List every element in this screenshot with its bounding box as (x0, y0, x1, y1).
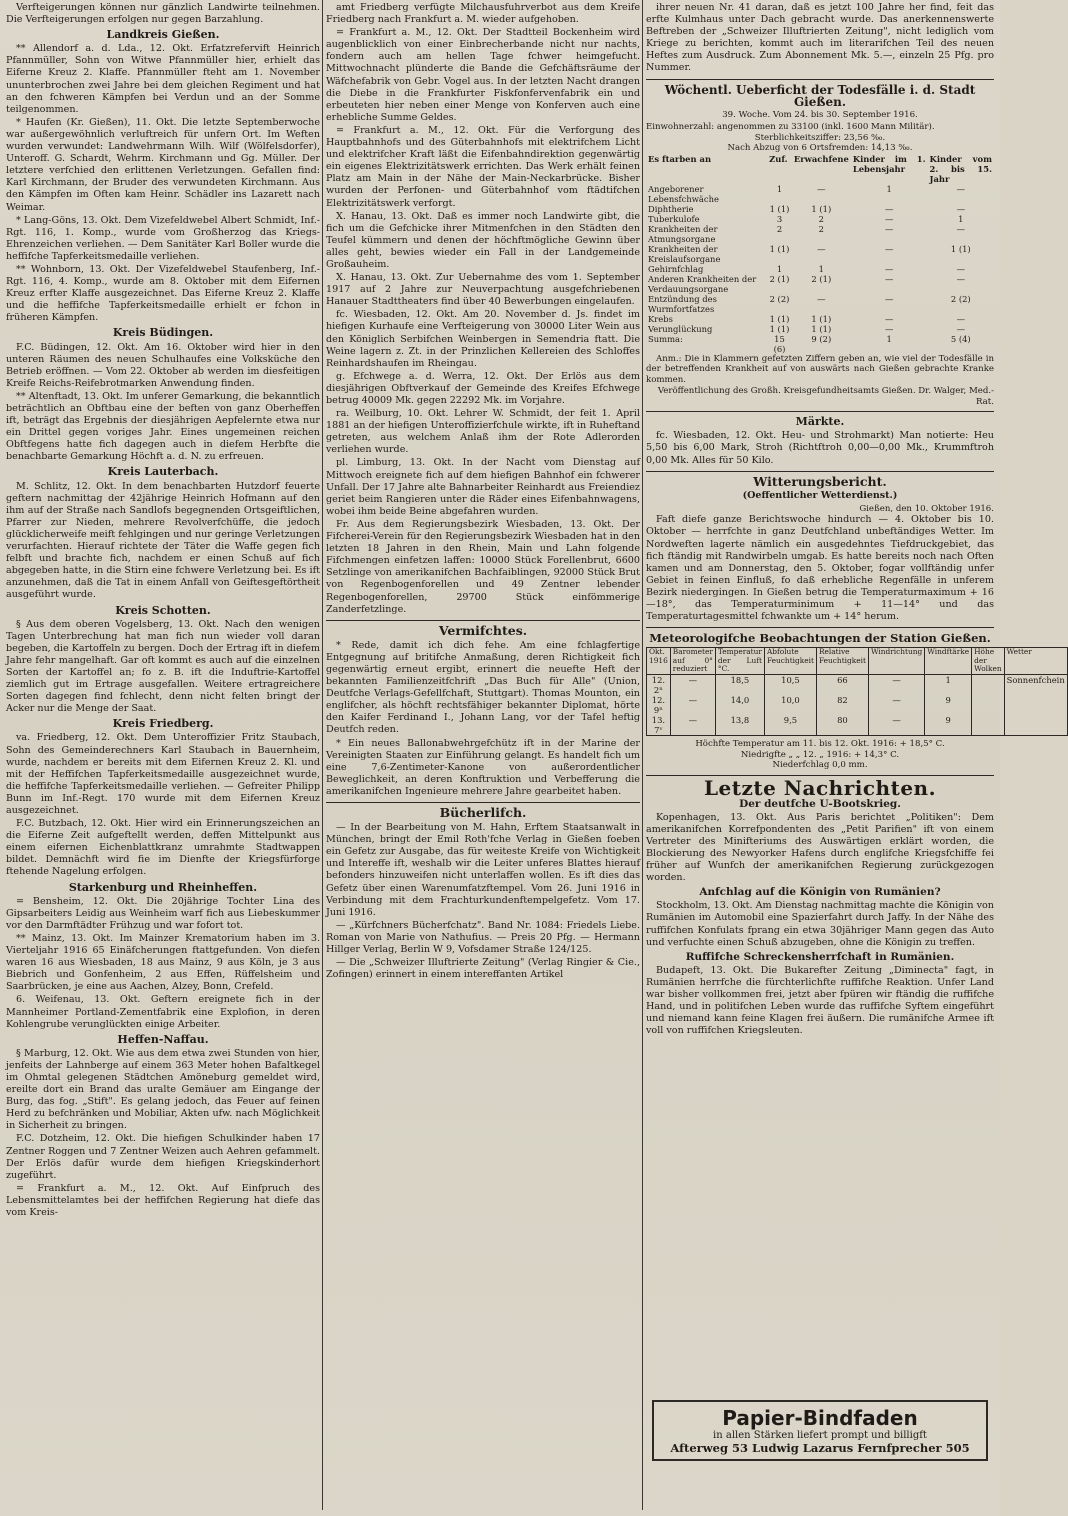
article-paragraph: ** Allendorf a. d. Lda., 12. Okt. Erfatzrefervift Heinrich Pfannmüller, Sohn von Witwe Pfannmüller hier, erhielt das Eiferne Kreuz 2. Klaffe. Pfannmüller fteht am 1. November ununterbrochen zwei Jahre bei dem gleichen Regiment und hat an den fchweren Kämpfen bei Verdun und an der Somme teilgenommen. (6, 43, 320, 115)
table-cell: — (956, 203, 965, 214)
table-cell: — (956, 183, 965, 194)
mortality-population: Einwohnerzahl: angenommen zu 33100 (inkl. 1600 Mann Militär). (646, 122, 935, 133)
table-cell: 9 (925, 715, 972, 736)
ad-tagline: in allen Stärken liefert prompt und billigft (713, 1430, 927, 1441)
table-cell: — (956, 263, 965, 274)
latest-news-heading: Letzte Nachrichten. (703, 775, 937, 800)
article-paragraph: — „Kürfchners Bücherfchatz". Band Nr. 1084: Friedels Liebe. Roman von Marie von Nathufius. — Preis 20 Pfg. — Hermann Hillger Verlag, Berlin W 9, Vofsdamer Straße 124/125. (326, 919, 640, 956)
article-paragraph: X. Hanau, 13. Okt. Zur Uebernahme des vom 1. September 1917 auf 2 Jahre zur Neuverpachtung ausgefchriebenen Hanauer Stadttheaters find über 40 Bewerbungen eingelaufen. (326, 272, 640, 308)
column-rule (642, 0, 643, 1510)
table-cell: — (670, 695, 715, 715)
table-row (647, 715, 1068, 736)
divider (646, 471, 994, 472)
table-cell: 1 (1) (769, 313, 790, 324)
mortality-week: 39. Woche. Vom 24. bis 30. September 1916. (722, 109, 918, 120)
table-cell (972, 695, 1005, 715)
column-1 (6, 2, 320, 1508)
divider (646, 79, 994, 80)
article-paragraph: ihrer neuen Nr. 41 daran, daß es jetzt 100 Jahre her find, feit das erfte Kulmhaus unter Dach gebracht wurde. Das anerkennenswerte Beftreben der „Schweizer Illuftrierten Zeitung", nicht lediglich vom Kriege zu berichten, kommt auch im literarifchen Teil des neuen Heftes zum Ausdruck. Zum Abonnement Mk. 5.—, einzeln 25 Pfg. pro Nummer. (646, 2, 994, 74)
table-cell: 1 (1) (811, 203, 832, 214)
divider (646, 627, 994, 628)
ad-title: Papier-Bindfaden (722, 1406, 918, 1430)
article-paragraph: * Ein neues Ballonabwehrgefchütz ift in der Marine der Vereinigten Staaten zur Einführung gelangt. Es handelt fich um eine 7,6-Zentimeter-Kanone von außerordentlicher Beweglichkeit, an deren Konftruktion und Verbefferung die amerikanifchen Ingenieure mehrere Jahre gearbeitet haben. (326, 737, 640, 797)
table-cell: — (670, 675, 715, 696)
article-paragraph: 6. Weifenau, 13. Okt. Geftern ereignete fich in der Mannheimer Portland-Zementfabrik eine Explofion, in deren Kohlengrube verunglückten einige Arbeiter. (6, 994, 320, 1030)
table-cell: 82 (816, 695, 868, 715)
table-cell: 66 (816, 675, 868, 696)
section-heading: Kreis Friedberg. (112, 717, 214, 731)
mortality-signature: Veröffentlichung des Großh. Kreisgefundheitsamts Gießen. Dr. Walger, Med.-Rat. (657, 386, 994, 407)
table-cell: 10,5 (764, 675, 816, 696)
table-cell: 18,5 (715, 675, 764, 696)
table-row (647, 695, 1068, 715)
article-paragraph: fc. Wiesbaden, 12. Okt. Am 20. November d. Js. findet im hiefigen Kurhaufe eine Verfteigerung von 30000 Liter Wein aus den Königlich Serbifchen Weinbergen in Semendria ftatt. Die Weine lagern z. Zt. in der Prinzlichen Kellereien des Schloffes Reinhardshaufen im Rheingau. (326, 309, 640, 369)
table-row (646, 184, 994, 204)
article-paragraph: — In der Bearbeitung von M. Hahn, Erftem Staatsanwalt in München, bringt der Emil Roth'fche Verlag in Gießen foeben ein Gefetz zur Ausgabe, das für weiteste Kreife von Wichtigkeit und Intereffe ift, weshalb wir die Leiter unferes Blattes hierauf befonders hinzuweifen nicht unterlaffen wollen. Es ift dies das Gefetz über einen Warenumfatzftempel. Vom 26. Juni 1916 in Verbindung mit dem Frachturkundenftempelgefetz. Vom 17. Juni 1916. (326, 822, 640, 918)
article-paragraph: — Die „Schweizer Illuftrierte Zeitung" (Verlag Ringier & Cie., Zofingen) erinnert in einem intereffanten Artikel (326, 957, 640, 981)
table-header: Wetter (1004, 648, 1067, 675)
table-cell: 1 (1) (769, 243, 790, 254)
table-cell: — (885, 243, 894, 254)
table-cell: — (868, 715, 924, 736)
table-cell: 1 (776, 183, 783, 194)
table-cell: 9,5 (764, 715, 816, 736)
table-cell: 1 (1) (769, 203, 790, 214)
table-cell: 1 (886, 183, 892, 194)
column-2 (326, 2, 640, 1508)
divider (326, 620, 640, 621)
market-heading: Märkte. (795, 415, 845, 429)
news-paragraph: Stockholm, 13. Okt. Am Dienstag nachmittag machte die Königin von Rumänien im Automobil eine Spazierfahrt durch Jaffy. In der Nähe des ruffifchen Konfulats fprang ein etwa 30jähriger Mann gegen das Auto und verfuchte einen Schuß abzugeben, ohne die Königin zu treffen. (646, 900, 994, 948)
article-paragraph: ** Mainz, 13. Okt. Im Mainzer Krematorium haben im 3. Vierteljahr 1916 65 Einäfcherungen ftattgefunden. Von diefen waren 16 aus Wiesbaden, 18 aus Mainz, 9 aus Köln, je 3 aus Biebrich und Gonfenheim, 2 aus Effen, Rüffelsheim und Saarbrücken, je eine aus Aachen, Alzey, Bonn, Crefeld. (6, 932, 320, 993)
meteo-min: Niedrigfte „ „ 12. „ 1916: + 14,3° C. (740, 749, 900, 760)
table-row (646, 224, 994, 244)
table-cell: 2 (2) (950, 293, 971, 304)
table-cell: 1 (1) (769, 323, 790, 334)
article-paragraph: § Aus dem oberen Vogelsberg, 13. Okt. Nach den wenigen Tagen Unterbrechung hat man fich nun wieder voll daran begeben, die Kartoffeln zu bergen. Doch der Ertrag ift in diefem Jahre fehr mangelhaft. Gar oft kommt es auch auf die einzelnen Sorten der Kartoffel an; fo z. B. ift die Induftrie-Kartoffel ziemlich gut im Ertrage ausgefallen. Weitere ertragreichere Sorten dagegen find fchlecht, denn nicht felten bringt der Acker nur die Menge der Saat. (6, 618, 320, 715)
article-paragraph: = Bensheim, 12. Okt. Die 20jährige Tochter Lina des Gipsarbeiters Leidig aus Weinheim warf fich aus Liebeskummer vor den Darmftädter Frühzug und war fofort tot. (6, 895, 320, 931)
table-cell: 1 (958, 213, 964, 224)
article-paragraph: pl. Limburg, 13. Okt. In der Nacht vom Dienstag auf Mittwoch ereignete fich auf dem hiefigen Bahnhof ein fchwerer Unfall. Der 17 Jahre alte Bahnarbeiter Reinhardt aus Freiendiez geriet beim Rangieren unter die Räder eines Eifenbahnwagens, wobei ihm beide Beine abgefahren wurden. (326, 457, 640, 517)
column-3 (646, 2, 1065, 1508)
article-paragraph: M. Schlitz, 12. Okt. In dem benachbarten Hutzdorf feuerte geftern nachmittag der 42jährige Heinrich Hofmann auf den ihm auf der Straße nach Sandlofs begegnenden Ortsgeiftlichen, Pfarrer zur Nieden, mehrere Revolverfchüffe, die jedoch glücklicherweife meift fehlgingen und nur geringe Verletzungen verurfachten. Hierauf richtete der Täter die Waffe gegen fich felbft und brachte fich, nachdem er einen Schuß auf fich abgegeben hatte, in die Stirn eine fchwere Verletzung bei. Es ift anzunehmen, daß die Tat in einem Anfall von Geiftesgeftörtheit ausgeführt wurde. (6, 480, 320, 601)
section-heading: Starkenburg und Rheinheffen. (68, 880, 258, 894)
weather-subheading: (Oeffentlicher Wetterdienst.) (742, 489, 898, 501)
table-cell: — (885, 273, 894, 284)
table-header: Temperatur der Luft °C. (715, 648, 764, 675)
article-paragraph: = Frankfurt a. M., 12. Okt. Für die Verforgung des Hauptbahnhofs und des Güterbahnhofs mit elektrifchem Licht und elektrifcher Kraft läßt die Eifenbahndirektion gegenwärtig ein eigenes Elektrizitätswerk errichten. Das Werk erhält feinen Platz am Main in der Nähe der Main-Neckarbrücke. Bisher wurden der Perfonen- und Güterbahnhof vom ftädtifchen Elektrizitätswerk verforgt. (326, 124, 640, 209)
table-cell: — (956, 223, 965, 234)
table-header: Kinder vom 2. bis 15. Jahr (929, 153, 992, 184)
section-heading: Bücherlifch. (439, 805, 527, 820)
table-cell (1004, 715, 1067, 736)
mortality-rate: Sterblichkeitsziffer: 23,56 ‰. (754, 132, 886, 143)
table-cell: 1 (886, 333, 892, 344)
table-header: Höhe der Wolken (972, 648, 1005, 675)
table-header: Zuf. (769, 153, 788, 164)
article-paragraph: = Frankfurt a. M., 12. Okt. Der Stadtteil Bockenheim wird augenblicklich von einer Einbrecherbande nicht nur nachts, fondern auch am hellen Tage fchwer heimgefucht. Mittwochnacht plünderte die Bande die Gefchäftsräume der Wäfchefabrik von Gebr. Vogel aus. In der letzten Nacht drangen die Diebe in die Frankfurter Fiskfonfervenfabrik ein und erbeuteten hier neben einer Menge von Konferven auch eine erhebliche Summe Geldes. (326, 27, 640, 123)
table-cell: 1 (925, 675, 972, 696)
table-cell: Tuberkulofe (648, 213, 700, 224)
table-row (646, 314, 994, 324)
table-row (646, 334, 994, 354)
table-cell: Angeborener Lebensfchwäche (648, 183, 719, 204)
mortality-note: Anm.: Die in Klammern gefetzten Ziffern geben an, wie viel der Todesfälle in der betreffenden Krankheit auf von auswärts nach Gießen gebrachte Kranke kommen. (646, 353, 994, 385)
table-cell: 12. 2ⁿ (647, 675, 671, 696)
table-cell: 2 (1) (811, 273, 832, 284)
table-cell: — (868, 695, 924, 715)
table-header: Windrichtung (868, 648, 924, 675)
table-cell: Krankheiten der Kreislaufsorgane (648, 243, 721, 264)
weather-text: Faft diefe ganze Berichtswoche hindurch — 4. Oktober bis 10. Oktober — herrfchte in ganz Deutfchland unbeftändiges Wetter. Im Nordweften lagerte nämlich ein ausgedehntes Tiefdruckgebiet, das fich ftändig mit Randwirbeln umgab. Es hatte bereits noch nach Often kamen und am Donnerstag, den 5. Oktober, fogar vollftändig unfer Gebiet in feinen Einfluß, fo daß erhebliche Regenfälle in unferem Bezirk niedergingen. In Gießen betrug die Temperaturmaximum + 16—18°, das Temperaturminimum + 11—14° und das Temperaturtagesmittel fchwankte um + 14° herum. (646, 514, 994, 623)
news-paragraph: Budapeft, 13. Okt. Die Bukarefter Zeitung „Diminecta" fagt, in Rumänien herrfche die fürchterlichfte ruffifche Reaktion. Unfer Land war bisher vollkommen frei, jetzt aber fpüren wir ftändig die ruffifche Hand, und in politifchen Leben wurde das ruffifche Syftem eingeführt und niemand kann feine Klagen frei äußern. Die rumänifche Armee ift voll von ruffifchen Kriegsleuten. (646, 964, 994, 1037)
table-cell: Sonnenfchein (1004, 675, 1067, 696)
section-heading: Kreis Schotten. (115, 603, 211, 617)
table-cell: Gehirnfchlag (648, 263, 704, 274)
table-cell: — (817, 293, 826, 304)
article-paragraph: F.C. Butzbach, 12. Okt. Hier wird ein Erinnerungszeichen an die Eiferne Zeit aufgeftellt werden, deffen Mittelpunkt aus einem eifernen Eichenblattkranz umrahmte Stadtwappen bildet. Demnächft wird fie im Dienfte der Kriegsfürforge ftehende Nagelung erfolgen. (6, 818, 320, 878)
table-cell: — (885, 223, 894, 234)
table-cell: — (817, 243, 826, 254)
table-row (646, 274, 994, 294)
table-header: Barometer auf 0° reduziert (670, 648, 715, 675)
table-cell: — (885, 293, 894, 304)
table-cell: 12. 9ⁿ (647, 695, 671, 715)
news-subheading: Ruffifche Schreckensherrfchaft in Rumänien. (685, 950, 955, 963)
table-cell: 1 (1) (811, 323, 832, 334)
table-cell: 1 (776, 263, 783, 274)
table-cell: — (956, 323, 965, 334)
intro-text: Verfteigerungen können nur gänzlich Landwirte teilnehmen. Die Verfteigerungen erfolgen nur gegen Barzahlung. (6, 2, 320, 26)
article-paragraph: amt Friedberg verfügte Milchausfuhrverbot aus dem Kreife Friedberg nach Frankfurt a. M. wieder aufgehoben. (326, 2, 640, 26)
mortality-rate-adjusted: Nach Abzug von 6 Ortsfremden: 14,13 ‰. (727, 143, 913, 154)
article-paragraph: § Marburg, 12. Okt. Wie aus dem etwa zwei Stunden von hier, jenfeits der Lahnberge auf einem 363 Meter hohen Bafaltkegel im Ohmtal gelegenen Städtchen Amöneburg gemeldet wird, ereilte dort ein Brand das uralte Gemäuer am Eingange der Burg, das fog. „Stift". Es gelang jedoch, das Feuer auf feinen Herd zu befchränken und Mobiliar, Akten ufw. nach Möglichkeit in Sicherheit zu bringen. (6, 1047, 320, 1132)
market-text: fc. Wiesbaden, 12. Okt. Heu- und Strohmarkt) Man notierte: Heu 5,50 bis 6,00 Mark, Stroh (Richtftroh 0,00—0,00 Mk., Krummftroh 0,00 Mk. Alles für 50 Kilo. (646, 430, 994, 466)
table-cell: 80 (816, 715, 868, 736)
news-paragraph: Kopenhagen, 13. Okt. Aus Paris berichtet „Politiken": Dem amerikanifchen Korrefpondenten des „Petit Parifien" ift von einem Vertreter des Minifteriums des Auswärtigen erklärt worden, die Blockierung des Newyorker Hafens durch englifche Kriegsfchiffe fei früher auf Wunfch der amerikanifchen Regierung zurückgezogen worden. (646, 811, 994, 884)
section-heading: Landkreis Gießen. (106, 28, 220, 42)
table-header: Es ftarben an (648, 153, 712, 164)
meteo-max: Höchfte Temperatur am 11. bis 12. Okt. 1916: + 18,5° C. (695, 739, 945, 750)
article-paragraph: va. Friedberg, 12. Okt. Dem Unteroffizier Fritz Staubach, Sohn des Gemeinderechners Karl Staubach in Bauernheim, wurde, nachdem er bereits mit dem Eifernen Kreuz 2. Kl. und mit der Heffifchen Tapferkeitsmedaille ausgezeichnet wurde, die heffifche Tapferkeitsmedaille verliehen. — Gefreiter Philipp Bunn im Inf.-Regt. 170 wurde mit dem Eifernen Kreuz ausgezeichnet. (6, 732, 320, 816)
table-row (646, 214, 994, 224)
table-cell: — (956, 313, 965, 324)
table-row (646, 264, 994, 274)
news-subheading: Anfchlag auf die Königin von Rumänien? (699, 886, 941, 899)
table-header: Relative Feuchtigkeit (816, 648, 868, 675)
table-cell: 13. 7ᵛ (647, 715, 671, 736)
table-cell: 2 (818, 223, 824, 234)
table-cell: 1 (1) (811, 313, 832, 324)
table-cell: 9 (925, 695, 972, 715)
table-cell: 14,0 (715, 695, 764, 715)
article-paragraph: ** Altenftadt, 13. Okt. Im unferer Gemarkung, die bekanntlich beträchtlich an Obftbau eine der beften von ganz Oberheffen ift, beträgt das Ergebnis der diesjährigen Aepfelernte etwa nur ein Drittel gegen voriges Jahr. Eines ungemeinen reichen Obftfegens hatte fich dagegen auch in diefem Herbfte die benachbarte Gemarkung Höchft a. d. N. zu erfreuen. (6, 390, 320, 463)
meteo-rain: Niederfchlag 0,0 mm. (772, 760, 868, 771)
table-cell: 13,8 (715, 715, 764, 736)
table-cell: — (868, 675, 924, 696)
table-cell: — (956, 273, 965, 284)
table-cell: 2 (2) (769, 293, 790, 304)
weather-heading: Witterungsbericht. (753, 473, 887, 489)
article-paragraph: X. Hanau, 13. Okt. Daß es immer noch Landwirte gibt, die fich um die Gefchicke ihrer Mitmenfchen in den Städten den Teufel kümmern und denen der höchftmögliche Gewinn über alles geht, bewies wieder ein Fall in der Landgemeinde Großauheim. (326, 210, 640, 270)
table-cell: 9 (2) (811, 333, 832, 344)
table-cell: — (885, 263, 894, 274)
weather-place-date: Gießen, den 10. Oktober 1916. (859, 503, 994, 514)
meteo-table (646, 647, 1068, 736)
table-cell: — (817, 183, 826, 194)
section-heading: Vermifchtes. (438, 622, 528, 638)
table-header: Okt. 1916 (647, 648, 671, 675)
section-heading: Kreis Büdingen. (112, 326, 214, 340)
table-header: Windftärke (925, 648, 972, 675)
article-paragraph: * Lang-Göns, 13. Okt. Dem Vizefeldwebel Albert Schmidt, Inf.-Rgt. 116, 1. Komp., wurde vom Großherzog das Kriegs-Ehrenzeichen verliehen. — Dem Sanitäter Karl Boller wurde die heffifche Tapferkeitsmedaille verliehen. (6, 214, 320, 262)
table-cell: — (885, 313, 894, 324)
table-row (646, 294, 994, 314)
table-cell: 3 (776, 213, 783, 224)
table-cell: Anderen Krankheiten der Verdauungsorgane (648, 273, 757, 294)
article-paragraph: ** Wohnborn, 13. Okt. Der Vizefeldwebel Staufenberg, Inf.-Rgt. 116, 4. Komp., wurde am 8. Oktober mit dem Eifernen Kreuz erfter Klaffe ausgezeichnet. Das Eiferne Kreuz 2. Klaffe und die heffifche Tapferkeitsmedaille erhielt er fchon in früheren Kämpfen. (6, 263, 320, 324)
table-row (646, 324, 994, 334)
table-cell: 15 (6) (773, 333, 786, 354)
table-cell (1004, 695, 1067, 715)
mortality-heading: Wöchentl. Ueberficht der Todesfälle i. d. Stadt Gießen. (664, 82, 976, 109)
article-paragraph: * Haufen (Kr. Gießen), 11. Okt. Die letzte Septemberwoche war außergewöhnlich verluftreich für unfern Ort. Im Weften wurden verwundet: Landwehrmann Wilh. Wilf (Wölfelsdorfer), Unteroff. G. Schardt, Wehrm. Kirchmann und Gg. Müller. Der letztere verfchied den erlittenen Verletzungen. Gefallen find: Karl Kirchmann, der Bruder des verwundeten Kirchmann. Aus den Kämpfen im Often kam Heinr. Schädler ins Lazarett nach Weimar. (6, 116, 320, 213)
divider (646, 411, 994, 412)
article-paragraph: F.C. Büdingen, 12. Okt. Am 16. Oktober wird hier in den unteren Räumen des neuen Schulhaufes eine Volksküche den Betrieb eröffnen. — Vom 22. Oktober ab werden im diesfeitigen Kreife Reichs-Reifebrotmarken Anwendung finden. (6, 341, 320, 389)
table-row (646, 204, 994, 214)
mortality-table (646, 154, 994, 354)
table-row (647, 675, 1068, 696)
table-cell: Summa: (648, 333, 683, 344)
table-cell: 2 (818, 213, 824, 224)
article-paragraph: Fr. Aus dem Regierungsbezirk Wiesbaden, 13. Okt. Der Fifcherei-Verein für den Regierungsbezirk Wiesbaden hat in den letzten 18 Jahren in den Rhein, Main und Lahn folgende Fifchmengen einfetzen laffen: 10000 Stück Forellenbrut, 6600 Setzlinge von amerikanifchen Bachfaiblingen, 92000 Stück Brut von Regenbogenforellen und 49 Zentner lebender Regenbogenforellen, 29700 Stück einfömmerige Zanderfetzlinge. (326, 518, 640, 615)
article-paragraph: F.C. Dotzheim, 12. Okt. Die hiefigen Schulkinder haben 17 Zentner Roggen und 7 Zentner Weizen auch Aehren gefammelt. Der Erlös dafür wurde dem hiefigen Kriegskinderhort zugeführt. (6, 1133, 320, 1181)
table-row (646, 244, 994, 264)
table-cell: Entzündung des Wurmfortfatzes (648, 293, 717, 314)
table-cell: Krebs (648, 313, 673, 324)
table-cell: 2 (1) (769, 273, 790, 284)
table-cell: Verunglückung (648, 323, 713, 334)
article-paragraph: ra. Weilburg, 10. Okt. Lehrer W. Schmidt, der feit 1. April 1881 an der hiefigen Unteroffizierfchule wirkte, ift in Ruheftand getreten, aus welchem Anlaß ihm der Rote Adlerorden verliehen wurde. (326, 408, 640, 456)
divider (326, 802, 640, 803)
section-heading: Heffen-Naffau. (117, 1032, 209, 1046)
table-cell: Krankheiten der Atmungsorgane (648, 223, 718, 244)
table-cell (972, 675, 1005, 696)
column-rule (322, 0, 323, 1510)
table-cell: — (885, 203, 894, 214)
news-subheading: Der deutfche U-Bootskrieg. (739, 797, 901, 810)
table-cell: 5 (4) (950, 333, 971, 344)
table-header: Kinder im 1. Lebensjahr (852, 153, 926, 174)
section-heading: Kreis Lauterbach. (107, 465, 219, 479)
table-cell: 10,0 (764, 695, 816, 715)
article-paragraph: = Frankfurt a. M., 12. Okt. Auf Einfpruch des Lebensmittelamtes bei der heffifchen Regierung hat diefe das vom Kreis- (6, 1182, 320, 1218)
table-cell: 1 (818, 263, 824, 274)
table-cell: — (885, 213, 894, 224)
table-cell: 2 (776, 223, 783, 234)
table-cell: Diphtherie (648, 203, 694, 214)
table-cell (972, 715, 1005, 736)
table-cell: 1 (1) (950, 243, 971, 254)
article-paragraph: g. Efchwege a. d. Werra, 12. Okt. Der Erlös aus dem diesjährigen Obftverkauf der Gemeinde des Kreifes Efchwege betrug 40009 Mk. gegen 22292 Mk. im Vorjahre. (326, 370, 640, 406)
table-header: Erwachfene (793, 153, 849, 164)
article-paragraph: * Rede, damit ich dich fehe. Am eine fchlagfertige Entgegnung auf britifche Anmaßung, deren Richtigkeit fich gegenwärtig erneut ergibt, erinnert die neuefte Heft der bekannten Familienzeitfchrift „Das Buch für Alle" (Union, Deutfche Verlags-Gefellfchaft, Stuttgart). Thomas Mounton, ein englifcher, als höchft rechtsfähiger bekannter Diplomat, hörte den Kaifer Ferdinand I., Johann Lang, vor der Tafel heftig Deutfch reden. (326, 639, 640, 736)
table-header: Abfolute Feuchtigkeit (764, 648, 816, 675)
advertisement (652, 1400, 988, 1461)
table-cell: — (670, 715, 715, 736)
ad-address: Afterweg 53 Ludwig Lazarus Fernfprecher 505 (670, 1441, 970, 1455)
meteo-heading: Meteorologifche Beobachtungen der Station Gießen. (649, 631, 991, 646)
table-cell: — (885, 323, 894, 334)
